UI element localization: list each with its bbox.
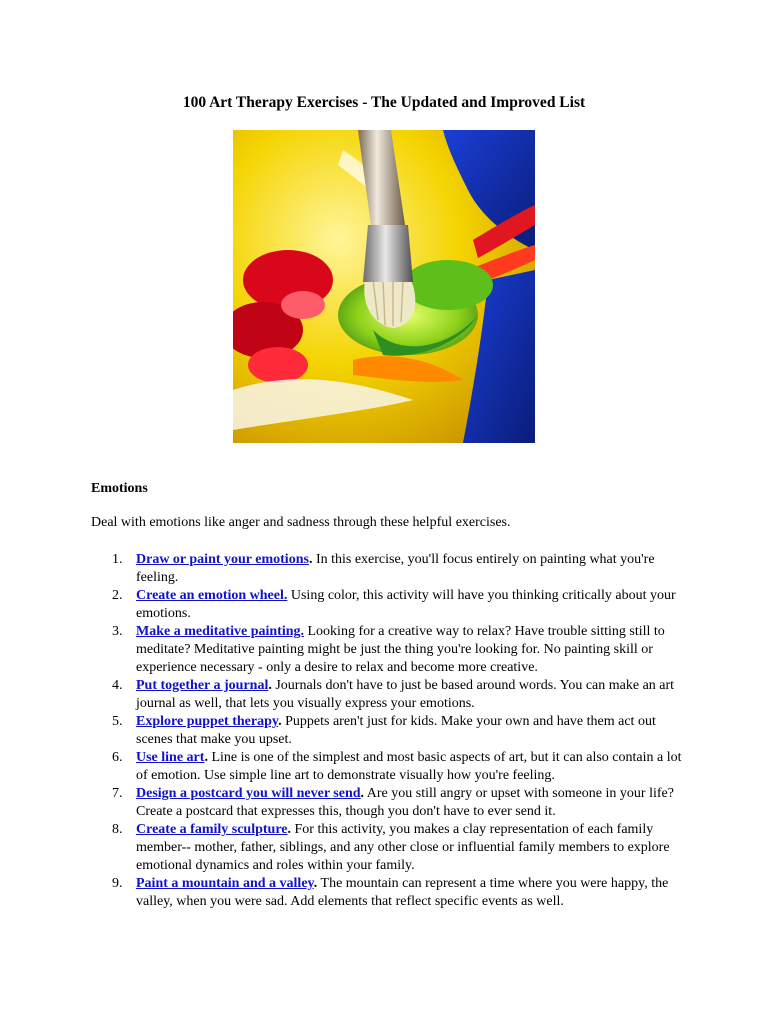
list-item: [91, 713, 691, 749]
list-item: [91, 623, 691, 677]
page-title: 100 Art Therapy Exercises - The Updated and Improved List: [182, 94, 586, 111]
list-number: 4.: [112, 678, 123, 693]
list-item: [91, 551, 691, 587]
exercise-link[interactable]: Put together a journal: [136, 678, 269, 693]
exercise-list: [91, 551, 691, 911]
exercise-link[interactable]: Design a postcard you will never send: [136, 786, 361, 801]
link-period: .: [287, 822, 292, 837]
exercise-link[interactable]: Make a meditative painting.: [136, 624, 304, 639]
list-number: 7.: [112, 786, 123, 801]
exercise-link[interactable]: Create an emotion wheel.: [136, 588, 288, 603]
exercise-description: Using color, this activity will have you thinking critically about your emotions.: [136, 588, 676, 621]
exercise-description: Looking for a creative way to relax? Have trouble sitting still to meditate? Meditative painting might be just the thing you're looking for. No painting skill or experience necessary - only a desire to relax and become more creative.: [136, 624, 665, 675]
list-number: 8.: [112, 822, 123, 837]
paint-brush-illustration: [233, 130, 535, 443]
exercise-description: The mountain can represent a time where you were happy, the valley, when you were sad. Add elements that reflect specific events as well.: [136, 876, 669, 909]
section-intro: Deal with emotions like anger and sadness through these helpful exercises.: [91, 515, 511, 530]
exercise-description: Are you still angry or upset with someone in your life? Create a postcard that expresses this, though you don't have to ever send it.: [136, 786, 674, 819]
link-period: .: [204, 750, 208, 765]
list-item: [91, 677, 691, 713]
section-heading: Emotions: [91, 481, 148, 496]
list-item: [91, 875, 691, 911]
link-period: .: [278, 714, 282, 729]
exercise-description: For this activity, you makes a clay representation of each family member-- mother, father, siblings, and any other close or influential family members to explore emotional dynamics and roles within your family.: [136, 822, 670, 873]
exercise-link[interactable]: Draw or paint your emotions: [136, 552, 309, 567]
list-number: 1.: [112, 552, 123, 567]
exercise-link[interactable]: Use line art: [136, 750, 205, 765]
list-number: 2.: [112, 588, 123, 603]
exercise-description: In this exercise, you'll focus entirely on painting what you're feeling.: [136, 552, 655, 585]
list-number: 3.: [112, 624, 123, 639]
paint-brush-image: [233, 130, 535, 443]
list-item: [91, 785, 691, 821]
link-period: .: [308, 552, 313, 567]
link-period: .: [360, 786, 365, 801]
list-number: 5.: [112, 714, 123, 729]
list-number: 6.: [112, 750, 123, 765]
exercise-description: Journals don't have to just be based around words. You can make an art journal as well, that lets you visually express your emotions.: [136, 678, 675, 711]
exercise-link[interactable]: Explore puppet therapy: [136, 714, 279, 729]
list-item: [91, 749, 691, 785]
exercise-description: Line is one of the simplest and most basic aspects of art, but it can also contain a lot of emotion. Use simple line art to demonstrate visually how you're feeling.: [136, 750, 682, 783]
exercise-link[interactable]: Paint a mountain and a valley: [136, 876, 314, 891]
exercise-link[interactable]: Create a family sculpture: [136, 822, 288, 837]
link-period: .: [313, 876, 318, 891]
link-period: .: [268, 678, 272, 693]
list-item: [91, 587, 691, 623]
exercise-description: Puppets aren't just for kids. Make your own and have them act out scenes that make you upset.: [136, 714, 656, 747]
list-number: 9.: [112, 876, 123, 891]
list-item: [91, 821, 691, 875]
